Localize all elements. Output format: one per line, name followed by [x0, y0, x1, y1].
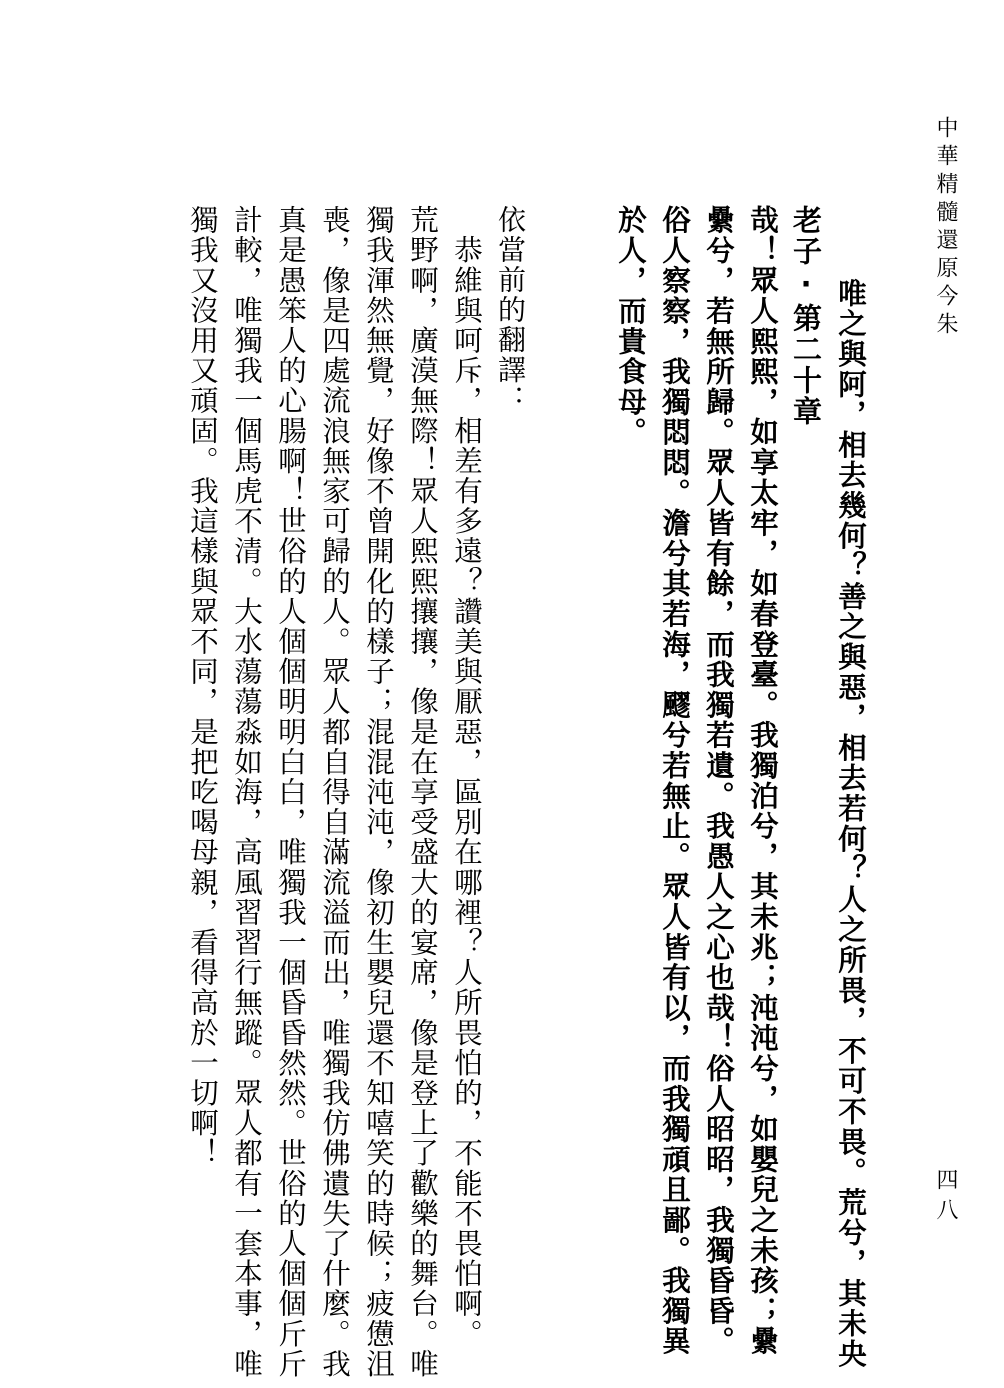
chapter-title: 老子‧第二十章	[789, 205, 823, 427]
original-text-line: 纍兮，若無所歸。眾人皆有餘，而我獨若遺。我愚人之心也哉！俗人昭昭，我獨昏昏。	[702, 205, 735, 1357]
original-text-line: 哉！眾人熙熙，如享太牢，如春登臺。我獨泊兮，其未兆；沌沌兮，如嬰兒之未孩；纍	[746, 205, 779, 1357]
original-text-line: 俗人察察，我獨悶悶。澹兮其若海，飂兮若無止。眾人皆有以，而我獨頑且鄙。我獨異	[658, 205, 691, 1357]
translation-heading: 依當前的翻譯：	[494, 205, 527, 415]
page-number: 四八	[933, 1168, 958, 1228]
translation-text-line: 恭維與呵斥，相差有多遠？讚美與厭惡，區別在哪裡？人所畏怕的，不能不畏怕啊。	[450, 205, 483, 1349]
original-text-line: 於人，而貴食母。	[614, 205, 647, 448]
translation-text-line: 計較，唯獨我一個馬虎不清。大水蕩蕩淼如海，高風習習行無蹤。眾人都有一套本事，唯	[230, 205, 263, 1379]
translation-text-line: 喪，像是四處流浪無家可歸的人。眾人都自得自滿流溢而出，唯獨我仿佛遺失了什麼。我	[318, 205, 351, 1379]
translation-text-line: 荒野啊，廣漠無際！眾人熙熙攘攘，像是在享受盛大的宴席，像是登上了歡樂的舞台。唯	[406, 205, 439, 1379]
translation-text-line: 真是愚笨人的心腸啊！世俗的人個個明明白白，唯獨我一個昏昏然然。世俗的人個個斤斤	[274, 205, 307, 1379]
translation-text-line: 獨我又沒用又頑固。我這樣與眾不同，是把吃喝母親，看得高於一切啊！	[186, 205, 219, 1169]
translation-text-line: 獨我渾然無覺，好像不曾開化的樣子；混混沌沌，像初生嬰兒還不知嘻笑的時候；疲憊沮	[362, 205, 395, 1379]
original-text-line: 唯之與阿，相去幾何？善之與惡，相去若何？人之所畏，不可不畏。荒兮，其未央	[834, 248, 867, 1370]
running-header: 中華精髓還原今朱	[933, 116, 958, 340]
